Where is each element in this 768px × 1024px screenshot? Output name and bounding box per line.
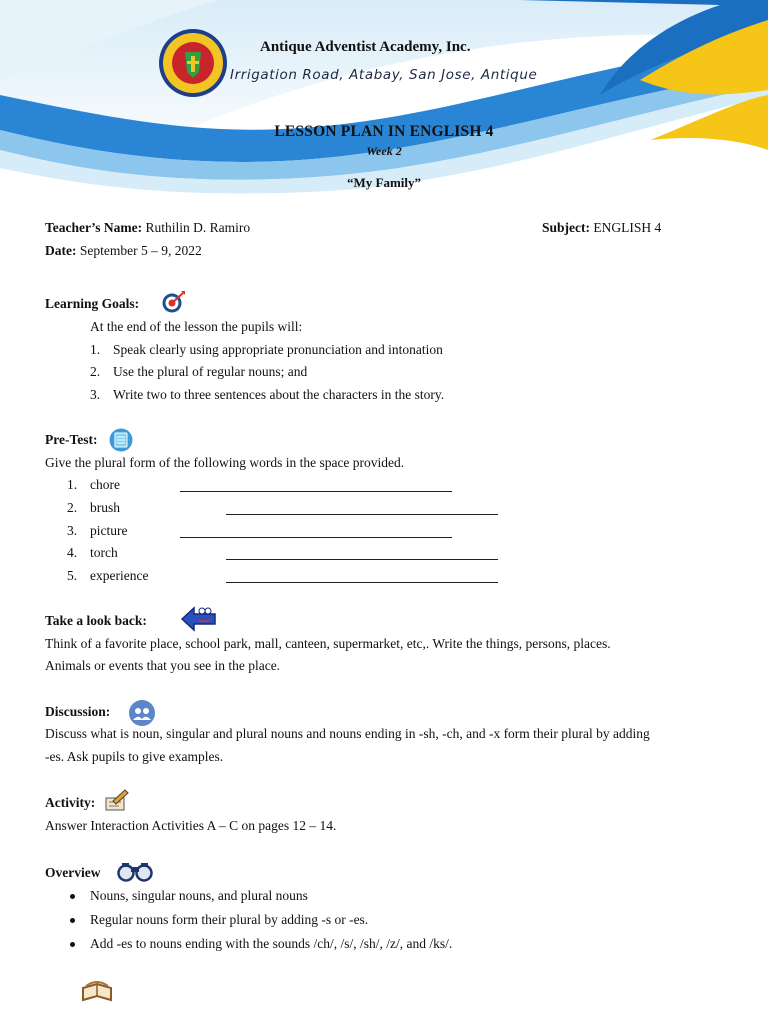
look-back-text-2: Animals or events that you see in the place.: [45, 658, 281, 673]
bullet-2: [70, 918, 75, 923]
teacher-label: Teacher’s Name:: [45, 220, 143, 235]
writing-icon: [103, 788, 129, 814]
bullet-3: [70, 942, 75, 947]
pretest-word-2: brush: [90, 500, 120, 515]
discussion-text-1: Discuss what is noun, singular and plural nouns and nouns ending in -sh, -ch, and -x form their plural by adding: [45, 726, 650, 741]
answer-blank-3[interactable]: [180, 537, 452, 538]
lesson-theme: “My Family”: [346, 175, 421, 190]
notebook-icon: [109, 428, 133, 452]
answer-blank-2[interactable]: [226, 514, 498, 515]
lesson-plan-title: LESSON PLAN IN ENGLISH 4: [274, 123, 494, 140]
look-back-heading: Take a look back:: [45, 613, 147, 628]
subject-value: ENGLISH 4: [590, 220, 662, 235]
date-line: [45, 243, 202, 259]
pretest-word-3: picture: [90, 523, 128, 538]
discussion-icon: [128, 699, 156, 727]
bullet-1: [70, 894, 75, 899]
pretest-num-1: 1.: [67, 477, 78, 492]
goal-num-1: 1.: [90, 342, 101, 357]
learning-goals-heading: Learning Goals:: [45, 296, 140, 311]
binoculars-icon: [117, 861, 153, 883]
goal-num-3: 3.: [90, 387, 101, 402]
overview-bullet-3: Add -es to nouns ending with the sounds /ch/, /s/, /sh/, /z/, and /ks/.: [90, 936, 453, 951]
school-name: Antique Adventist Academy, Inc.: [260, 39, 471, 55]
school-seal-logo: [158, 28, 228, 98]
pretest-word-4: torch: [90, 545, 118, 560]
look-back-text-1: Think of a favorite place, school park, mall, canteen, supermarket, etc,. Write the things, persons, places.: [45, 636, 611, 651]
answer-blank-1[interactable]: [180, 491, 452, 492]
answer-blank-4[interactable]: [226, 559, 498, 560]
activity-text: Answer Interaction Activities A – C on pages 12 – 14.: [45, 818, 337, 833]
teacher-name-line: [45, 220, 250, 236]
book-icon: [80, 980, 114, 1004]
pretest-word-5: experience: [90, 568, 149, 583]
goal-text-1: Speak clearly using appropriate pronunciation and intonation: [113, 342, 443, 357]
date-value: September 5 – 9, 2022: [76, 243, 202, 258]
discussion-text-2: -es. Ask pupils to give examples.: [45, 749, 224, 764]
activity-heading: Activity:: [45, 795, 96, 810]
goal-text-3: Write two to three sentences about the characters in the story.: [113, 387, 445, 402]
pretest-num-2: 2.: [67, 500, 78, 515]
back-arrow-icon: [180, 605, 218, 633]
overview-bullet-2: Regular nouns form their plural by adding -s or -es.: [90, 912, 369, 927]
date-label: Date:: [45, 243, 77, 258]
overview-heading: Overview: [45, 865, 101, 880]
subject-line: [542, 220, 661, 236]
pretest-word-1: chore: [90, 477, 120, 492]
discussion-heading: Discussion:: [45, 704, 111, 719]
lesson-week: Week 2: [366, 144, 402, 158]
school-address: Irrigation Road, Atabay, San Jose, Antique: [230, 67, 538, 83]
pretest-instruction: Give the plural form of the following words in the space provided.: [45, 455, 405, 470]
overview-bullet-1: Nouns, singular nouns, and plural nouns: [90, 888, 308, 903]
answer-blank-5[interactable]: [226, 582, 498, 583]
target-icon: [160, 290, 186, 314]
pretest-heading: Pre-Test:: [45, 432, 98, 447]
learning-goals-intro: At the end of the lesson the pupils will:: [90, 319, 303, 334]
teacher-value: Ruthilin D. Ramiro: [142, 220, 251, 235]
pretest-num-5: 5.: [67, 568, 78, 583]
pretest-num-3: 3.: [67, 523, 78, 538]
goal-num-2: 2.: [90, 364, 101, 379]
pretest-num-4: 4.: [67, 545, 78, 560]
goal-text-2: Use the plural of regular nouns; and: [113, 364, 308, 379]
subject-label: Subject:: [542, 220, 590, 235]
